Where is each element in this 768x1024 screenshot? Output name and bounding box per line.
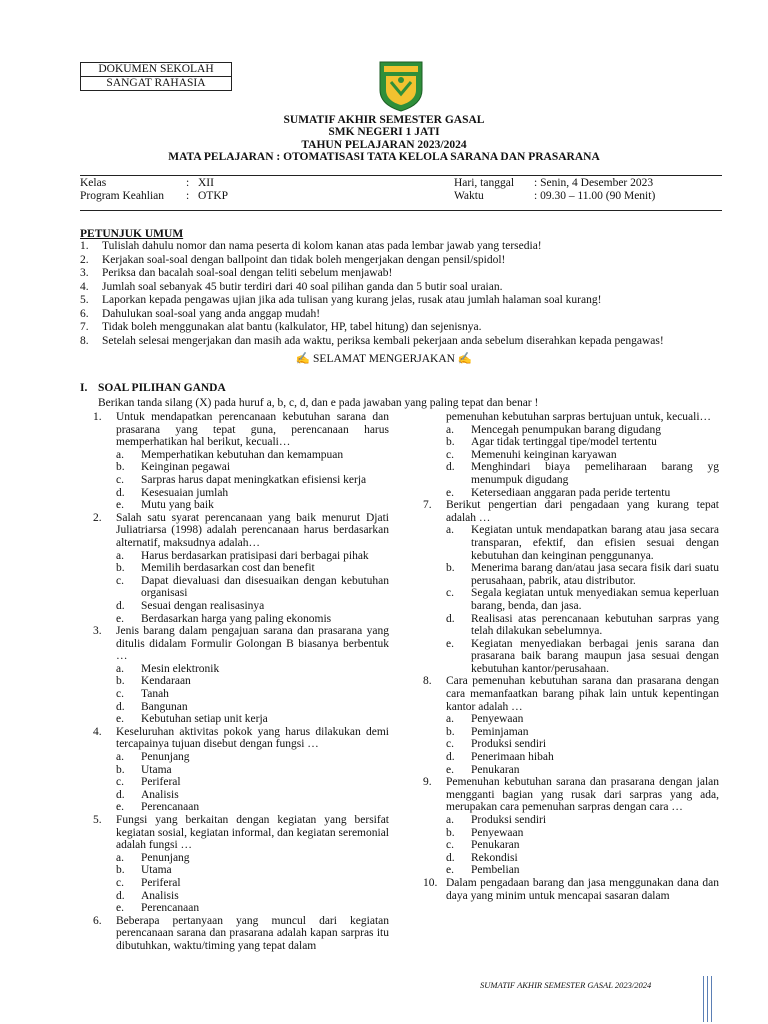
answer-option <box>423 461 719 486</box>
date-label: Hari, tanggal <box>454 177 515 189</box>
answer-option <box>93 575 389 600</box>
answer-option <box>93 751 389 764</box>
option-text: Perencanaan <box>141 902 200 915</box>
instruction-text: Tidak boleh menggunakan alat bantu (kalkulator, HP, tabel hitung) dan sejenisnya. <box>102 321 482 333</box>
option-text: Menerima barang dan/atau jasa secara fisik dari suatu perusahaan, pabrik, atau distributor. <box>471 562 719 587</box>
option-letter: c. <box>116 776 124 789</box>
option-letter: e. <box>446 486 454 499</box>
answer-option <box>423 764 719 777</box>
instruction-number: 5. <box>80 294 89 306</box>
instruction-text: Tulislah dahulu nomor dan nama peserta di kolom kanan atas pada lembar jawab yang tersedia! <box>102 240 542 252</box>
instruction-text: Laporkan kepada pengawas ujian jika ada tulisan yang kurang jelas, rusak atau jumlah halaman soal kurang! <box>102 294 602 306</box>
question-stem <box>423 877 719 902</box>
option-text: Dapat dievaluasi dan disesuaikan dengan kebutuhan organisasi <box>141 574 389 600</box>
option-letter: d. <box>116 889 125 902</box>
answer-option <box>93 663 389 676</box>
answer-option <box>423 726 719 739</box>
option-letter: b. <box>116 675 125 688</box>
answer-option <box>93 701 389 714</box>
instruction-item <box>80 281 730 295</box>
question-text: Salah satu syarat perencanaan yang baik menurut Djati Juliatriarsa (1998) adalah perencanaan harus berdasarkan alternatif, maksudnya adalah… <box>116 511 389 549</box>
option-letter: b. <box>116 763 125 776</box>
option-letter: a. <box>446 423 454 436</box>
option-text: Sarpras harus dapat meningkatkan efisiensi kerja <box>141 473 367 486</box>
question-text: Untuk mendapatkan perencanaan kebutuhan sarana dan prasarana yang tepat guna, perencanaan harus memperhatikan hal berikut, kecuali… <box>116 411 389 449</box>
question-text: Jenis barang dalam pengajuan sarana dan prasarana yang ditulis didalam Formulir Golongan B biasanya berbentuk … <box>116 625 389 663</box>
subject-title: MATA PELAJARAN : OTOMATISASI TATA KELOLA SARANA DAN PRASARANA <box>168 151 600 163</box>
answer-option <box>423 713 719 726</box>
kelas-value: XII <box>198 177 214 189</box>
answer-option <box>93 852 389 865</box>
question-number: 4. <box>93 725 102 738</box>
option-text: Utama <box>141 763 172 776</box>
option-letter: e. <box>446 763 454 776</box>
question-stem <box>93 726 389 751</box>
option-letter: b. <box>116 562 125 575</box>
answer-option <box>423 738 719 751</box>
question-item <box>423 675 719 776</box>
stamp-line-2: SANGAT RAHASIA <box>81 76 231 90</box>
program-label: Program Keahlian <box>80 190 164 202</box>
question-text: Beberapa pertanyaan yang muncul dari kegiatan perencanaan sarana dan prasarana adalah kapan sarpras itu dibutuhkan, waktu/timing yang tepat dalam <box>116 914 389 952</box>
option-letter: b. <box>446 725 455 738</box>
option-text: Kendaraan <box>141 675 191 688</box>
instruction-item <box>80 335 730 349</box>
question-number: 10. <box>423 876 438 889</box>
question-stem <box>423 675 719 713</box>
answer-option <box>93 902 389 915</box>
instruction-item <box>80 254 730 268</box>
class-info: Kelas : XII Program Keahlian : OTKP <box>80 177 229 202</box>
option-text: Penukaran <box>471 763 520 776</box>
question-item <box>423 877 719 902</box>
option-text: Periferal <box>141 876 181 889</box>
question-item <box>93 625 389 726</box>
option-text: Rekondisi <box>471 851 518 864</box>
option-text: Berdasarkan harga yang paling ekonomis <box>141 612 332 625</box>
option-text: Sesuai dengan realisasinya <box>141 599 265 612</box>
option-text: Penunjang <box>141 751 190 764</box>
option-letter: d. <box>116 700 125 713</box>
answer-option <box>93 487 389 500</box>
instruction-item <box>80 321 730 335</box>
answer-option <box>93 474 389 487</box>
option-letter: e. <box>446 864 454 877</box>
question-text: Keseluruhan aktivitas pokok yang harus dilakukan demi tercapainya tujuan disebut dengan fungsi … <box>116 725 389 751</box>
instruction-item <box>80 267 730 281</box>
instruction-item <box>80 294 730 308</box>
confidential-stamp <box>80 62 232 91</box>
option-text: Keinginan pegawai <box>141 461 231 474</box>
schedule-info: Hari, tanggal : Senin, 4 Desember 2023 Waktu : 09.30 – 11.00 (90 Menit) <box>454 177 656 202</box>
answer-option <box>93 499 389 512</box>
option-letter: b. <box>446 826 455 839</box>
option-letter: b. <box>446 562 455 575</box>
option-letter: e. <box>116 801 124 814</box>
question-text: Cara pemenuhan kebutuhan sarana dan prasarana dengan cara memanfaatkan barang pihak lain untuk kepentingan kantor adalah … <box>446 675 719 713</box>
kelas-label: Kelas <box>80 177 107 189</box>
academic-year: TAHUN PELAJARAN 2023/2024 <box>301 139 467 151</box>
option-text: Kesesuaian jumlah <box>141 486 229 499</box>
option-letter: d. <box>446 851 455 864</box>
option-letter: d. <box>116 788 125 801</box>
time-value: 09.30 – 11.00 (90 Menit) <box>540 190 656 202</box>
page-footer: SUMATIF AKHIR SEMESTER GASAL 2023/2024 <box>480 980 652 990</box>
question-stem <box>93 625 389 663</box>
question-number: 6. <box>93 914 102 927</box>
option-letter: e. <box>116 499 124 512</box>
answer-option <box>423 638 719 676</box>
option-text: Tanah <box>141 688 169 701</box>
question-text: Berikut pengertian dari pengadaan yang kurang tepat adalah … <box>446 499 719 524</box>
option-letter: c. <box>446 448 454 461</box>
option-letter: e. <box>116 902 124 915</box>
option-text: Analisis <box>141 889 179 902</box>
option-text: Mencegah penumpukan barang digudang <box>471 423 662 436</box>
answer-option <box>93 550 389 563</box>
option-text: Peminjaman <box>471 725 529 738</box>
instruction-number: 4. <box>80 280 89 293</box>
option-letter: e. <box>446 637 454 650</box>
answer-option <box>423 613 719 638</box>
questions-left-column <box>93 411 389 953</box>
option-text: Penukaran <box>471 839 520 852</box>
option-text: Penyewaan <box>471 826 524 839</box>
question-number: 2. <box>93 511 102 524</box>
instruction-text: Jumlah soal sebanyak 45 butir terdiri dari 40 soal pilihan ganda dan 5 butir soal uraian. <box>102 280 503 293</box>
school-name: SMK NEGERI 1 JATI <box>328 126 440 138</box>
answer-option <box>423 436 719 449</box>
question-number: 1. <box>93 411 102 423</box>
answer-option <box>93 801 389 814</box>
option-text: Kegiatan menyediakan berbagai jenis sarana dan prasarana baik barang maupun jasa sesuai dengan kebutuhan kantor/perusahaan. <box>471 637 719 675</box>
question-number: 5. <box>93 814 102 826</box>
instruction-number: 2. <box>80 253 89 266</box>
date-value: Senin, 4 Desember 2023 <box>540 177 654 189</box>
question-number: 3. <box>93 625 102 638</box>
section-name: SOAL PILIHAN GANDA <box>98 382 226 394</box>
option-letter: b. <box>446 436 455 449</box>
option-letter: a. <box>446 713 454 726</box>
option-letter: a. <box>116 549 124 562</box>
answer-option <box>93 776 389 789</box>
option-text: Kegiatan untuk mendapatkan barang atau jasa secara transparan, efektif, dan efisien sesuai dengan kebutuhan dan keinginan penggunanya. <box>471 524 719 562</box>
question-item <box>423 499 719 675</box>
answer-option <box>423 424 719 437</box>
option-letter: a. <box>116 662 124 675</box>
margin-bars <box>703 976 713 1022</box>
option-text: Pembelian <box>471 864 520 877</box>
option-letter: b. <box>116 864 125 877</box>
option-text: Penunjang <box>141 851 190 864</box>
option-letter: c. <box>446 839 454 852</box>
option-text: Memilih berdasarkan cost dan benefit <box>141 562 315 575</box>
option-letter: c. <box>116 688 124 701</box>
instructions-list <box>80 240 730 348</box>
answer-option <box>93 562 389 575</box>
answer-option <box>423 814 719 827</box>
instruction-text: Dahulukan soal-soal yang anda anggap mudah! <box>102 307 321 320</box>
option-letter: c. <box>116 876 124 889</box>
instruction-item <box>80 240 730 254</box>
answer-option <box>423 449 719 462</box>
option-letter: c. <box>116 473 124 486</box>
option-text: Kebutuhan setiap unit kerja <box>141 713 268 726</box>
question-item <box>93 512 389 625</box>
answer-option <box>93 789 389 802</box>
question-stem <box>93 411 389 449</box>
section-instruction: Berikan tanda silang (X) pada huruf a, b, c, d, dan e pada jawaban yang paling tepat dan benar ! <box>98 397 539 409</box>
instruction-number: 8. <box>80 334 89 347</box>
answer-option <box>423 864 719 877</box>
option-text: Utama <box>141 864 172 877</box>
option-text: Ketersediaan anggaran pada peride tertentu <box>471 486 671 499</box>
option-text: Agar tidak tertinggal tipe/model tertentu <box>471 436 657 449</box>
option-text: Analisis <box>141 788 179 801</box>
question-stem <box>423 776 719 814</box>
answer-option <box>93 688 389 701</box>
instruction-item <box>80 308 730 322</box>
answer-option <box>423 487 719 500</box>
option-text: Menghindari biaya pemeliharaan barang yg menumpuk digudang <box>471 461 719 486</box>
option-letter: d. <box>446 751 455 764</box>
option-text: Mesin elektronik <box>141 662 220 675</box>
answer-option <box>423 524 719 562</box>
option-letter: c. <box>446 738 454 751</box>
option-text: Harus berdasarkan pratisipasi dari berbagai pihak <box>141 549 369 562</box>
answer-option <box>93 864 389 877</box>
question-text: Dalam pengadaan barang dan jasa menggunakan dana dan daya yang minim untuk mencapai sasaran dalam <box>446 876 719 902</box>
stamp-line-1: DOKUMEN SEKOLAH <box>98 63 214 75</box>
question-text: Fungsi yang berkaitan dengan kegiatan yang bersifat kegiatan sosial, kegiatan informal, dan kegiatan seremonial adalah fungsi … <box>116 814 389 852</box>
option-text: Penerimaan hibah <box>471 751 554 764</box>
answer-option <box>93 600 389 613</box>
answer-option <box>423 839 719 852</box>
option-letter: a. <box>446 524 454 537</box>
option-letter: a. <box>116 851 124 864</box>
section-number: I. <box>80 382 88 394</box>
option-text: Produksi sendiri <box>471 738 547 751</box>
answer-option <box>93 449 389 462</box>
option-text: Memperhatikan kebutuhan dan kemampuan <box>141 448 344 461</box>
option-letter: b. <box>116 461 125 474</box>
instruction-text: Setelah selesai mengerjakan dan masih ada waktu, periksa kembali pekerjaan anda sebelum diserahkan kepada pengawas! <box>102 334 664 347</box>
question-item <box>93 915 389 953</box>
program-value: OTKP <box>198 190 229 202</box>
option-text: Perencanaan <box>141 801 200 814</box>
greeting: ✍ SELAMAT MENGERJAKAN ✍ <box>295 353 473 365</box>
question-number: 7. <box>423 499 432 512</box>
question-text: Pemenuhan kebutuhan sarana dan prasarana dengan jalan mengganti bagian yang rusak dari sarpras yang ada, merupakan cara pemenuhan sarpras dengan cara … <box>446 776 719 814</box>
answer-option <box>93 713 389 726</box>
divider-bottom <box>80 210 722 211</box>
option-letter: d. <box>446 461 455 474</box>
option-letter: d. <box>116 486 125 499</box>
option-letter: e. <box>116 612 124 625</box>
option-text: Memenuhi keinginan karyawan <box>471 448 617 461</box>
question-number: 8. <box>423 675 432 688</box>
answer-option <box>423 827 719 840</box>
question-item <box>93 814 389 915</box>
option-letter: a. <box>116 751 124 764</box>
answer-option <box>93 461 389 474</box>
option-letter: a. <box>446 814 454 826</box>
option-text: Periferal <box>141 776 181 789</box>
section-title <box>80 382 226 394</box>
option-text: Mutu yang baik <box>141 499 214 512</box>
answer-option <box>423 562 719 587</box>
instruction-number: 6. <box>80 307 89 320</box>
option-letter: d. <box>116 599 125 612</box>
instruction-text: Periksa dan bacalah soal-soal dengan teliti sebelum menjawab! <box>102 267 393 279</box>
answer-option <box>423 587 719 612</box>
answer-option <box>93 675 389 688</box>
instruction-number: 1. <box>80 240 89 252</box>
answer-option <box>93 877 389 890</box>
question-item <box>93 726 389 814</box>
question-item <box>423 776 719 877</box>
divider-top <box>80 175 722 176</box>
answer-option <box>93 890 389 903</box>
instruction-text: Kerjakan soal-soal dengan ballpoint dan tidak boleh mengerjakan dengan pensil/spidol! <box>102 253 506 266</box>
question-6-continuation: pemenuhan kebutuhan sarpras bertujuan untuk, kecuali… <box>446 411 712 423</box>
questions-right-column <box>423 411 719 902</box>
instruction-number: 7. <box>80 321 89 333</box>
exam-title: SUMATIF AKHIR SEMESTER GASAL <box>283 114 485 126</box>
instructions-title: PETUNJUK UMUM <box>80 228 184 240</box>
instruction-number: 3. <box>80 267 89 279</box>
school-emblem-icon <box>378 60 424 112</box>
question-stem <box>93 915 389 953</box>
option-text: Realisasi atas perencanaan kebutuhan sarpras yang telah dilakukan sebelumnya. <box>471 612 719 638</box>
answer-option <box>93 764 389 777</box>
question-stem <box>423 499 719 524</box>
option-text: Segala kegiatan untuk menyediakan semua keperluan barang, benda, dan jasa. <box>471 587 719 612</box>
option-text: Bangunan <box>141 700 188 713</box>
answer-option <box>423 751 719 764</box>
question-stem <box>93 814 389 852</box>
option-text: Penyewaan <box>471 713 524 726</box>
option-letter: c. <box>446 587 454 600</box>
option-letter: d. <box>446 612 455 625</box>
time-label: Waktu <box>454 190 484 202</box>
option-letter: a. <box>116 448 124 461</box>
option-letter: e. <box>116 713 124 726</box>
question-stem <box>93 512 389 550</box>
option-text: Produksi sendiri <box>471 814 547 826</box>
question-item <box>93 411 389 512</box>
answer-option <box>423 852 719 865</box>
answer-option <box>93 613 389 626</box>
question-number: 9. <box>423 776 432 789</box>
option-letter: c. <box>116 574 124 587</box>
